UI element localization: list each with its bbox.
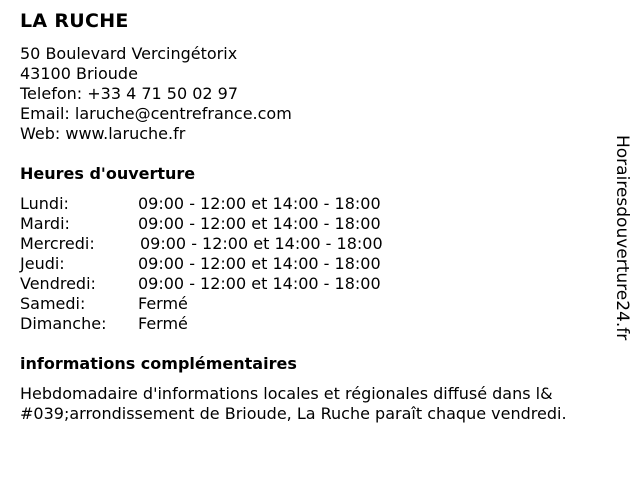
info-line-1: Hebdomadaire d'informations locales et régionales diffusé dans l& bbox=[20, 384, 553, 403]
hours-row-thursday bbox=[20, 254, 383, 274]
address-street: 50 Boulevard Vercingétorix bbox=[20, 44, 238, 63]
day-hours: 09:00 - 12:00 et 14:00 - 18:00 bbox=[138, 254, 381, 273]
day-label: Samedi: bbox=[20, 294, 86, 313]
day-label: Jeudi: bbox=[20, 254, 65, 273]
phone-line: Telefon: +33 4 71 50 02 97 bbox=[20, 84, 239, 103]
hours-row-sunday bbox=[20, 314, 383, 334]
hours-table bbox=[20, 194, 383, 334]
info-heading: informations complémentaires bbox=[20, 354, 297, 373]
day-hours: 09:00 - 12:00 et 14:00 - 18:00 bbox=[138, 194, 381, 213]
watermark-text: Horairesdouverture24.fr bbox=[612, 135, 632, 341]
day-label: Mardi: bbox=[20, 214, 70, 233]
web-line: Web: www.laruche.fr bbox=[20, 124, 186, 143]
hours-heading: Heures d'ouverture bbox=[20, 164, 196, 183]
info-paragraph bbox=[20, 384, 630, 424]
contact-block bbox=[20, 44, 292, 144]
hours-row-tuesday bbox=[20, 214, 383, 234]
hours-row-wednesday bbox=[20, 234, 383, 254]
day-hours: 09:00 - 12:00 et 14:00 - 18:00 bbox=[138, 274, 381, 293]
day-hours: Fermé bbox=[138, 294, 188, 313]
day-label: Dimanche: bbox=[20, 314, 107, 333]
email-line: Email: laruche@centrefrance.com bbox=[20, 104, 292, 123]
hours-row-monday bbox=[20, 194, 383, 214]
day-hours: Fermé bbox=[138, 314, 188, 333]
business-name: LA RUCHE bbox=[20, 10, 129, 32]
day-label: Vendredi: bbox=[20, 274, 96, 293]
day-hours: 09:00 - 12:00 et 14:00 - 18:00 bbox=[138, 214, 381, 233]
site-watermark bbox=[600, 135, 640, 345]
hours-row-saturday bbox=[20, 294, 383, 314]
day-label: Mercredi: bbox=[20, 234, 95, 253]
day-hours: 09:00 - 12:00 et 14:00 - 18:00 bbox=[140, 234, 383, 253]
info-line-2: #039;arrondissement de Brioude, La Ruche paraît chaque vendredi. bbox=[20, 404, 567, 423]
hours-row-friday bbox=[20, 274, 383, 294]
day-label: Lundi: bbox=[20, 194, 69, 213]
address-city: 43100 Brioude bbox=[20, 64, 138, 83]
